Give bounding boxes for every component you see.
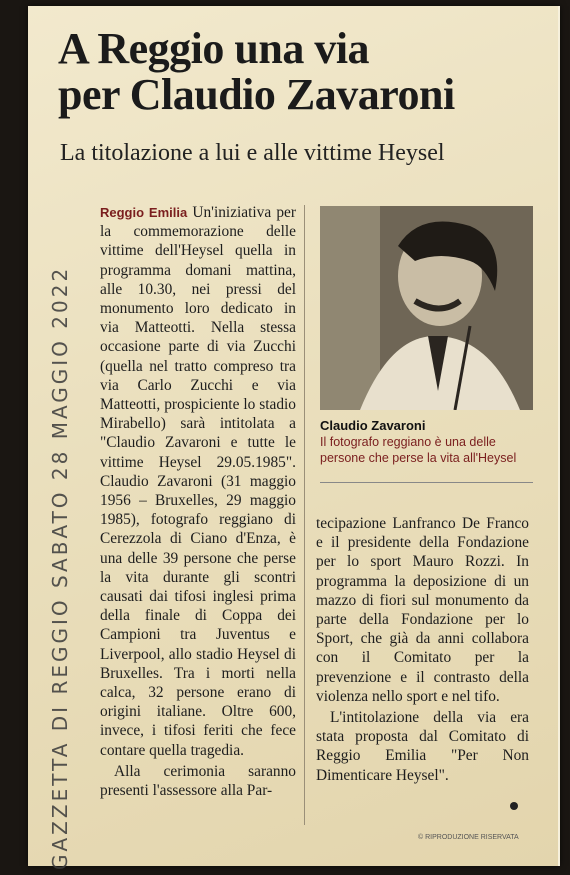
column-divider xyxy=(304,205,305,825)
end-bullet-icon xyxy=(510,802,518,810)
article-column-left xyxy=(100,203,296,800)
subheadline: La titolazione a lui e alle vittime Heysel xyxy=(60,140,445,166)
photo-caption-title: Claudio Zavaroni xyxy=(320,418,426,433)
caption-divider xyxy=(320,482,533,483)
article-paragraph-4: L'intitolazione della via era stata proposta dal Comitato di Reggio Emilia "Per Non Dimenticare Heysel". xyxy=(316,709,529,784)
article-column-right xyxy=(316,514,529,785)
handwritten-date-note: GAZZETTA DI REGGIO SABATO 28 MAGGIO 2022 xyxy=(48,265,72,870)
article-paragraph-2: Alla cerimonia saranno presenti l'assessore alla Par- xyxy=(100,762,296,800)
headline-line-1: A Reggio una via xyxy=(58,24,370,73)
portrait-illustration xyxy=(320,206,533,410)
headline xyxy=(58,26,528,118)
dateline: Reggio Emilia xyxy=(100,205,188,220)
article-paragraph-1 xyxy=(100,203,296,760)
headline-line-2: per Claudio Zavaroni xyxy=(58,70,455,119)
copyright-notice: © RIPRODUZIONE RISERVATA xyxy=(418,834,519,841)
photo-caption-text: Il fotografo reggiano è una delle persone che perse la vita all'Heysel xyxy=(320,435,517,465)
article-paragraph-3: tecipazione Lanfranco De Franco e il presidente della Fondazione per lo sport Mauro Rozzi. In programma la deposizione di un mazzo di fiori sul monumento da parte della Fondazione per lo Sport, che già da anni collabora con il Comitato per la prevenzione e il contrasto della violenza nello sport e nel tifo. xyxy=(316,515,529,705)
article-intro-text: Un'iniziativa per la commemorazione delle vittime dell'Heysel quella in programma domani mattina, alle 10.30, nei pressi del monumento loro dedicato in via Matteotti. Nella stessa occasione parte di via Zucchi (quella nel tratto compreso tra via Carlo Zucchi e via Matteotti, prospiciente lo stadio Mirabello) sarà intitolata a "Claudio Zavaroni e tutte le vittime Heysel 29.05.1985". Claudio Zavaroni (31 maggio 1956 – Bruxelles, 29 maggio 1985), fotografo reggiano di Cerezzola di Ciano d'Enza, è una delle 39 persone che perse la vita durante gli scontri causati dai tifosi inglesi prima della finale di Coppa dei Campioni tra Juventus e Liverpool, allo stadio Heysel di Bruxelles. Tra i morti nella calca, 32 persone erano di origini italiane. Oltre 600, invece, i tifosi feriti che fece contare quella tragedia. xyxy=(100,204,296,759)
portrait-photo xyxy=(320,206,533,410)
